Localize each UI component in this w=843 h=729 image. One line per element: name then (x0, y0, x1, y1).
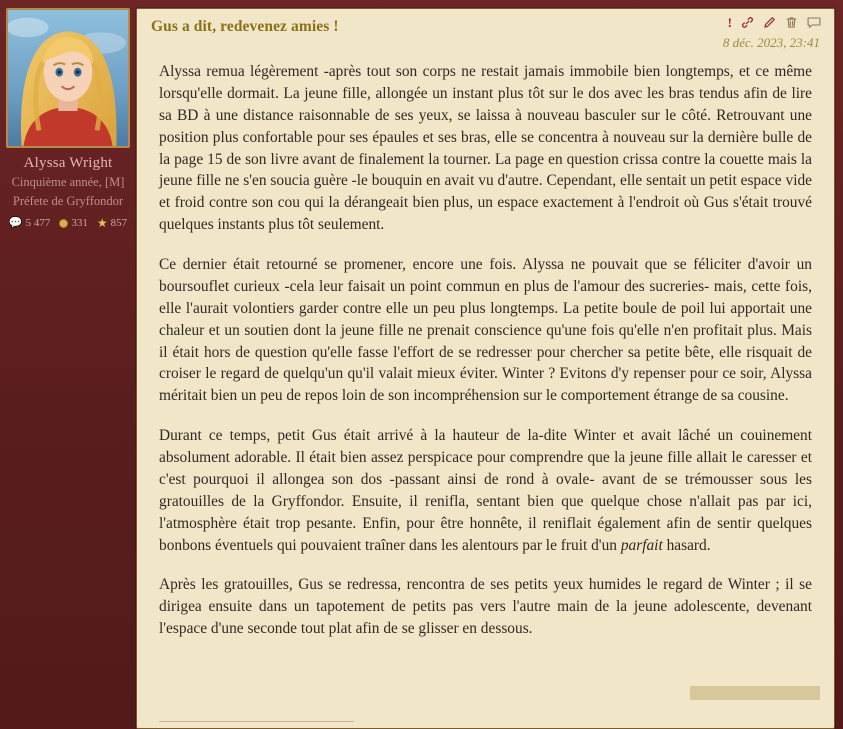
post-panel (136, 8, 835, 729)
stat-coins (59, 217, 88, 229)
quote-icon[interactable] (807, 16, 821, 29)
report-icon[interactable]: ! (727, 15, 732, 30)
page-bottom-strip (0, 725, 843, 729)
post-body (137, 57, 834, 682)
post-paragraph: Alyssa remua légèrement -après tout son corps ne restait jamais immobile bien longtemps, et ce même lorsqu'elle dormait. La jeune fille, allongée un instant plus tôt sur le dos avec les bras tendus afin de lire sa BD à une distance raisonnable de ses yeux, se laissa à nouveau basculer sur le côté. Retrouvant une position plus confortable pour ses épaules et ses bras, elle se concentra à nouveau sur la dernière bulle de la page 15 de son livre avant de finalement la tourner. La page en question crissa contre la couette mais la jeune fille ne s'en soucia guère -le bouquin en avait vu d'autre. Cependant, elle sentait un petit espace vide et froid contre son cou qui la dérangeait bien plus, un espace exactement à l'endroit où Gus s'était trouvé quelques instants plus tôt seulement. (159, 63, 812, 234)
stat-points-value: 857 (110, 217, 128, 229)
speech-bubble-icon: 💬 (8, 216, 23, 229)
author-subtitle-line1: Cinquième année, [M] (11, 175, 125, 190)
star-icon: ★ (96, 216, 108, 230)
delete-icon[interactable] (785, 16, 798, 29)
avatar-portrait-icon (8, 10, 128, 146)
post-footer (137, 682, 834, 728)
post-paragraph: Ce dernier était retourné se promener, encore une fois. Alyssa ne pouvait que se féliciter d'avoir un boursouflet curieux -cela leur faisait un point commun en plus de l'amour des sucreries- mais, cette fois, elle l'aurait volontiers garder contre elle un peu plus longtemps. La petite boule de poil lui apportait une chaleur et un soutien dont la jeune fille ne prenait conscience qu'une fois qu'elle n'en profitait plus. Mais il était hors de question qu'elle fasse l'effort de se redresser pour chercher sa petite bête, elle risquait de croiser le regard de quelqu'un qu'il valait mieux éviter. Winter ? Evitons d'y repenser pour ce soir, Alyssa méritait bien un peu de repos loin de son incompréhension sur le comportement étrange de sa cousine. (159, 256, 812, 405)
author-subtitle-line2: Préfete de Gryffondor (12, 194, 124, 209)
author-profile-column (0, 0, 136, 729)
post-date: 8 déc. 2023, 23:41 (722, 35, 820, 50)
author-stats (4, 217, 132, 229)
stat-messages (9, 217, 50, 229)
stat-messages-value: 5 477 (25, 217, 51, 229)
stat-points (97, 217, 127, 229)
post-toolbar (728, 16, 821, 29)
post-header (137, 9, 834, 57)
post-title: Gus a dit, redevenez amies ! (151, 18, 339, 35)
signature-divider (159, 721, 354, 722)
post-paragraph: Après les gratouilles, Gus se redressa, rencontra de ses petits yeux humides le regard de Winter ; il se dirigea ensuite dans un tapotement de petits pas vers l'autre main de la jeune adolescente, devenant l'espace d'une seconde tout plat afin de se glisser en dessous. (159, 576, 812, 638)
coin-icon (59, 219, 68, 228)
footer-highlight-bar (690, 686, 820, 700)
link-icon[interactable] (741, 16, 754, 29)
post-paragraph: Durant ce temps, petit Gus était arrivé à la hauteur de la-dite Winter et avait lâché un couinement absolument adorable. Il était bien assez perspicace pour comprendre que la jeune fille allait le caresser et c'est pourquoi il allongea son dos -passant ainsi de rond à ovale- avant de se trémousser sous les gratouilles de la Gryffondor. Ensuite, il renifla, sentant bien que quelque chose n'allait pas par ici, l'atmosphère était trop pesante. Enfin, pour être honnête, il reniflait également afin de sentir quelques bonbons éventuels qui pouvaient traîner dans les alentours par le fruit d'un parfait hasard. (159, 427, 812, 554)
stat-coins-value: 331 (71, 217, 88, 229)
avatar[interactable] (6, 8, 130, 148)
edit-icon[interactable] (763, 16, 776, 29)
author-name[interactable]: Alyssa Wright (23, 155, 113, 171)
